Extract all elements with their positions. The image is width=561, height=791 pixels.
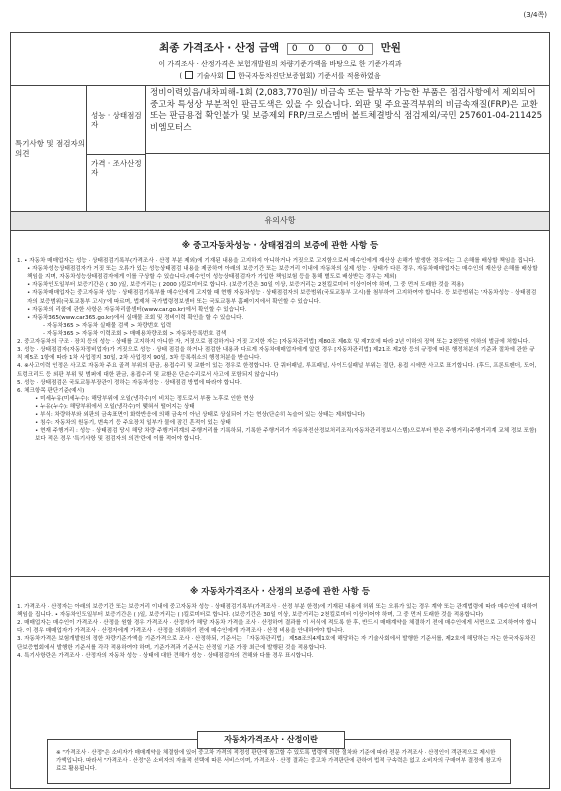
special-notes-values [146,86,549,211]
section2-content [11,603,549,660]
section2-title: ※ 자동차가격조사 · 산정의 보증에 관한 사항 등 [189,587,370,597]
notice-item: • 침수: 자동차의 원동기, 변속기 등 주요장치 일부가 물에 잠긴 흔적이 있는 상태 [35,420,231,427]
notice-item: 3. 자동차가격은 보험개발원의 정한 차량기준가액을 기준가격으로 조사 · 산정하되, 기준서는 「자동차관리법」 제58조의4제1호에 해당하는 자 기술사회에서 발행한 기준서를, 제2호에 해당하는 자는 한국자동차진단보증협회에서 발행한 기준서를 각각 적용하여야 하며, 기준가격과 기준서는 산정일 기준 가장 최근에 발행된 것을 적용합니다. [17,636,536,651]
section1-content [11,257,549,444]
notice-item: 4. ※사고이력 인정은 사고로 자동차 주요 골격 부위의 판금, 용접수리 및 교환이 있는 경우로 한정합니다. 단 쿼터패널, 루프패널, 사이드실패널 부위는 절단, 용접 시에만 사고로 표기합니다. (후드, 프론트펜더, 도어, 트렁크리드 등 외판 부위 및 범퍼에 대한 판금, 용접수리 및 교환은 단순수리로서 사고에 포함되지 않습니다) [17,363,537,378]
notice-item: • 자동차365(www.car365.go.kr)에서 실매물 조회 및 정비이력 확인을 할 수 있습니다. [27,314,244,321]
inspection-form-bottom [10,577,550,789]
special-notes-label: 특기사항 및 점검자의 의견 [11,86,87,211]
warranty-association-label: 한국자동차진단보증협회) 기준서를 적용하였음 [238,72,381,80]
notice-item: • 자동차성능상태점검자가 거짓 또는 오류가 있는 성능상태점검 내용을 제공하여 아래의 보증기간 또는 보증거리 이내에 자동차의 실제 성능 · 상태가 다른 경우, 자동차매매업자는 매수인의 재산상 손해를 배상할 책임을 지며, 자동차성능상태점검자에게 이를 구상할 수 있습니다.(매수인이 성능상태점검자가 가입한 책임보험 등을 통해 별도로 배상받는 경우는 제외) [27,266,538,281]
notice-item: • 누유(누수): 해당부위에서 오일(냉각수)이 맺혀서 떨어지는 상태 [35,403,195,410]
notice-item: 4. 특기사항란은 가격조사 · 산정자의 자동차 성능 · 상태에 대한 견해가 성능 · 상태점검자의 견해와 다를 경우 표시합니다. [17,652,314,659]
notice-item: • 자동차의 리콜에 관한 사항은 자동차리콜센터(www.car.go.kr)에서 확인할 수 있습니다. [27,306,247,313]
special-notes-section [11,86,549,212]
notice-item: - 자동차365 > 자동차 이력조회 > 매매용차량조회 > 자동차등록번호 검색 [43,330,227,337]
notice-header: 유의사항 [11,212,549,231]
special-notes-roles [87,86,146,211]
notice-item: • 현재 주행거리 : 성능 · 상태점검 당시 해당 차량 주행거리계의 주행거리를 기록하되, 기록한 주행거리가 자동차전산정보처리조직(자동차관리정보시스템)으로부터 받은 주행거리(주행거리계 교체 정보 포함)보다 적은 경우 '특기사항 및 점검자의 의견'란에 이를 적어야 합니다. [35,428,537,443]
notice-item: 5. 성능 · 상태점검은 국토교통부장관이 정하는 자동차성능 · 상태점검 방법에 따라야 합니다. [17,379,242,386]
notice-item: 1. • 자동차 매매업자는 성능 · 상태점검기록부(가격조사 · 산정 부분 제외)에 기재된 내용을 고지하지 아니하거나 거짓으로 고지함으로써 매수인에게 재산상 손해가 발생한 경우에는 그 손해를 배상할 책임을 집니다. [17,258,536,264]
notice-item: 2. 매매업자는 매수인이 가격조사 · 산정을 원할 경우 가격조사 · 산정자가 해당 자동차 가격을 조사 · 산정하여 결과를 이 서식에 적도록 한 후, 반드시 매매계약을 체결하기 전에 매수인에게 서면으로 고지하여야 합니다. 이 경우 매매업자가 가격조사 · 산정자에게 가격조사 · 산정을 의뢰하기 전에 매수인에게 가격조사 · 산정 비용을 안내하여야 합니다. [17,620,537,635]
amount-unit: 만원 [380,42,401,54]
warranty-association-checkbox[interactable] [227,71,235,79]
notice-item: 1. 가격조사 · 산정자는 아래의 보증기간 또는 보증거리 이내에 중고자동차 성능 · 상태점검기록부(가격조사 · 산정 부분 한정)에 기재된 내용에 허위 또는 오류가 있는 경우 계약 또는 관계법령에 따라 매수인에 대하여 책임을 집니다. • 자동차인도일부터 보증기간은 ( )일, 보증거리는 ( )킬로미터로 합니다. (보증기간은 30일 이상, 보증거리는 2천킬로미터 이상이어야 하며, 그 중 먼저 도래한 것을 적용합니다) [17,604,538,619]
notice-item: • 자동차매매업자는 중고자동차 성능 · 상태점검기록부를 매수인에게 고지할 때 현행 자동차성능 · 상태점검자의 보증범위(국토교통부 고시)를 첨부하여 고지하여야 합니다. 등 보증범위는 '자동차성능 · 상태점검자의 보증범위(국토교통부 고시)'에 따르며, 법제처 국가법령정보센터 또는 국토교통부 홈페이지에서 확인할 수 있습니다. [27,290,537,305]
standard-selection [11,71,549,81]
notice-item: • 미세누유(미세누수): 해당부위에 오일(냉각수)이 비치는 정도로서 부품 노후로 인한 현상 [35,395,255,402]
notice-item: • 부식: 차량하부와 외판의 금속표면이 화학반응에 의해 금속이 아닌 상태로 상실되어 가는 현상(단순히 녹슬어 있는 상태는 제외합니다) [35,412,365,419]
inspection-form-top [10,32,550,577]
notice-item: 3. 성능 · 상태점검자(자동차정비업자)가 거짓으로 성능 · 상태 점검을 하거나 점검한 내용과 다르게 자동차매매업자에게 알린 경우 [자동차관리법] 제21조 제2항 등의 규정에 따른 행정처분의 기준과 절차에 관한 규칙 제5조 1항에 따라 1차 사업정지 30일, 2차 사업정지 90일, 3차 등록취소의 행정처분을 받습니다. [17,347,535,362]
page-number: (3/4쪽) [523,11,547,19]
notice-item: - 자동차365 > 자동차 실매물 검색 > 차량번호 입력 [43,322,172,329]
price-assessor-opinion[interactable] [146,154,549,211]
performance-inspector-label: 성능 · 상태점검자 [87,86,145,155]
section1-title: ※ 중고자동차성능 · 상태점검의 보증에 관한 사항 등 [181,241,379,251]
technician-society-checkbox[interactable] [185,71,193,79]
performance-inspector-opinion[interactable]: 정비이력있음/내차피해-1회 (2,083,770원)/ 비금속 또는 탈부착 가능한 부품은 점검사항에서 제외되어 중고차 특성상 부분적인 판금도색은 있을 수 있습니다. 외판 및 주요골격부위의 비금속재질(FRP)은 교환또는 판금용접 확인불가 및 보증제외 FRP/크로스멤버 볼트체결방식 점검제외/국민 257601-04-211425 비엠모터스 [146,86,549,154]
price-header [11,33,549,86]
price-title [11,33,549,55]
notice-item: 2. 중고자동차의 구조 · 장치 등의 성능 · 상태를 고지하지 아니한 자, 거짓으로 점검하거나 거짓 고지한 자는 [자동차관리법] 제80조 제6호 및 제7호에 따라 2년 이하의 징역 또는 2천만원 이하의 벌금에 처합니다. [17,339,530,346]
amount-field[interactable]: 0 0 0 0 0 [287,43,373,55]
price-title-text: 최종 가격조사 · 산정 금액 [159,42,280,54]
price-subtitle: 이 가격조사 · 산정가격은 보험개발원의 차량기준가액을 바탕으로 한 기준가격과 [158,60,402,68]
definition-box: ※ "가격조사 · 산정"은 소비자가 매매계약을 체결함에 있어 중고차 가격의 적정성 판단에 참고할 수 있도록 법령에 의한 절차와 기준에 따라 전문 가격조사 · 산정인이 객관적으로 제시한 가액입니다. 따라서 "가격조사 · 산정"은 소비자의 자율적 선택에 따른 서비스이며, 가격조사 · 산정 결과는 중고차 가격판단에 관하여 법적 구속력은 없고 소비자의 구매여부 결정에 참고자료로 활용됩니다. [47,739,511,784]
definition-title: 자동차가격조사 · 산정이란 [197,731,345,749]
notice-item: • 자동차인도일부터 보증기간은 ( 30 )일, 보증거리는 ( 2000 )킬로미터로 합니다. (보증기간은 30일 이상, 보증거리는 2천킬로미터 이상이어야 하며, 그 중 먼저 도래한 것을 적용) [27,282,464,289]
standard-open-paren: ( [179,72,183,80]
technician-society-label: 기술사회 [196,72,224,80]
notice-item: 6. 체크항목 판단기준(예시) [17,387,85,394]
price-assessor-label: 가격 · 조사산정자 [91,159,142,178]
